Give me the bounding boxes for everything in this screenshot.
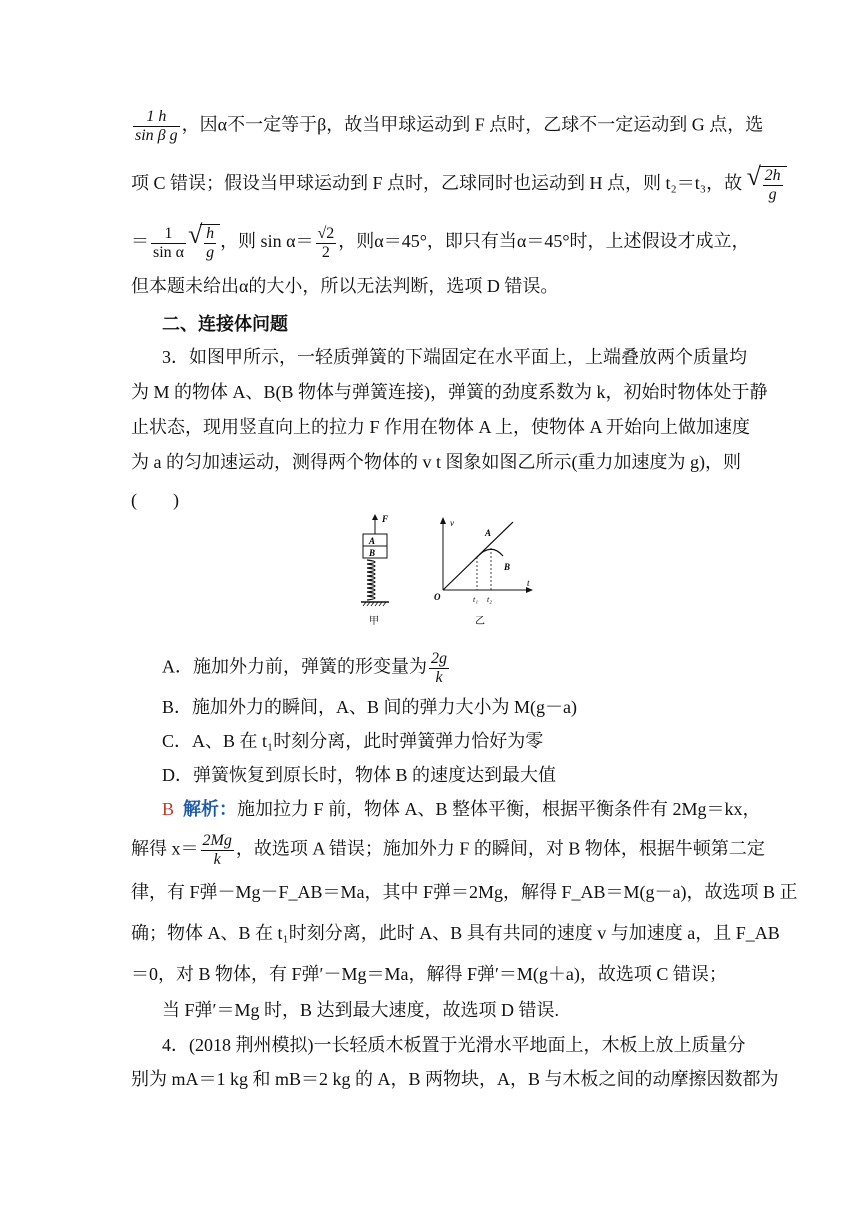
square-root: √ $\frac{2h}{g}$ — [747, 166, 787, 204]
svg-text:B: B — [504, 562, 511, 572]
question-3-blank: ( ) — [131, 490, 179, 510]
svg-text:A: A — [369, 536, 376, 546]
section-heading: 二、连接体问题 — [162, 314, 288, 335]
option-d: D．弹簧恢复到原长时，物体 B 的速度达到最大值 — [162, 765, 557, 785]
option-a: A．施加外力前，弹簧的形变量为 $\frac{2g}{k}$ — [162, 650, 447, 686]
fraction: $\frac{1 h}{\text{sin β g}}$ — [135, 108, 178, 144]
svg-text:B: B — [369, 548, 376, 558]
caption-right: 乙 — [475, 616, 485, 627]
option-c: C．A、B 在 t₁时刻分离，此时弹簧弹力恰好为零 — [162, 731, 544, 751]
analysis-line: 确；物体 A、B 在 t₁时刻分离，此时 A、B 具有共同的速度 v 与加速度 a，且 F_AB — [131, 923, 780, 943]
answer-letter: B — [162, 799, 175, 819]
text-line: $\frac{1 h}{\text{sin β g}}$ ，因α不一定等于β，故当甲球运动到 F 点时，乙球不一定运动到 G 点，选 — [135, 108, 764, 144]
analysis-line: ＝0，对 B 物体，有 F弹′－Mg＝Ma，解得 F弹′＝M(g＋a)，故选项 C 错误； — [131, 964, 727, 984]
physics-figure — [355, 512, 545, 630]
svg-text:t₂: t₂ — [487, 595, 493, 604]
text-line: 项 C 错误；假设当甲球运动到 F 点时，乙球同时也运动到 H 点，则 t₂＝t₃，故 √ $\frac{2h}{g}$ — [131, 166, 731, 204]
question-4-line: 4．(2018 荆州模拟)一长轻质木板置于光滑水平地面上，木板上放上质量分 — [162, 1035, 746, 1055]
svg-text:O: O — [434, 592, 441, 602]
question-3-line: 为 M 的物体 A、B(B 物体与弹簧连接)，弹簧的劲度系数为 k，初始时物体处于静 — [131, 382, 768, 402]
question-4-line: 别为 mA＝1 kg 和 mB＝2 kg 的 A，B 两物块，A，B 与木板之间的动摩擦因数都为 — [131, 1069, 779, 1089]
option-b: B．施加外力的瞬间，A、B 间的弹力大小为 M(g－a) — [162, 697, 577, 717]
analysis-line: 解得 x＝ $\frac{2Mg}{k}$ ，故选项 A 错误；施加外力 F 的瞬间，对 B 物体，根据牛顿第二定 — [131, 832, 765, 868]
caption-left: 甲 — [369, 616, 379, 627]
question-3-line: 为 a 的匀加速运动，测得两个物体的 v t 图象如图乙所示(重力加速度为 g)，则 — [131, 452, 741, 472]
text-line: 但本题未给出α的大小，所以无法判断，选项 D 错误。 — [131, 276, 559, 296]
question-3-line: 止状态，现用竖直向上的拉力 F 作用在物体 A 上，使物体 A 开始向上做加速度 — [131, 417, 751, 437]
text-line: ＝ $\frac{1}{\text{sin α}}$ √ $\frac{h}{g}$ ，则 sin α＝ $\frac{√2}{2}$ ，则α＝45°，即只有当α＝45°时，上述假设才成立， — [131, 224, 731, 262]
analysis-line: B 解析：施加拉力 F 前，物体 A、B 整体平衡，根据平衡条件有 2Mg＝kx， — [162, 799, 761, 819]
analysis-line: 当 F弹′＝Mg 时，B 达到最大速度，故选项 D 错误. — [162, 1000, 559, 1020]
question-3-line: 3．如图甲所示，一轻质弹簧的下端固定在水平面上，上端叠放两个质量均 — [162, 347, 747, 367]
svg-text:t₁: t₁ — [473, 595, 479, 604]
spring-diagram — [361, 514, 389, 627]
analysis-label: 解析： — [183, 799, 238, 819]
vt-graph — [434, 517, 533, 627]
svg-text:t: t — [527, 578, 530, 588]
svg-text:A: A — [485, 528, 492, 538]
label-F: F — [382, 514, 389, 524]
analysis-line: 律，有 F弹－Mg－F_AB＝Ma，其中 F弹＝2Mg，解得 F_AB＝M(g－a)，故选项 B 正 — [131, 882, 798, 902]
svg-text:v: v — [450, 518, 454, 528]
